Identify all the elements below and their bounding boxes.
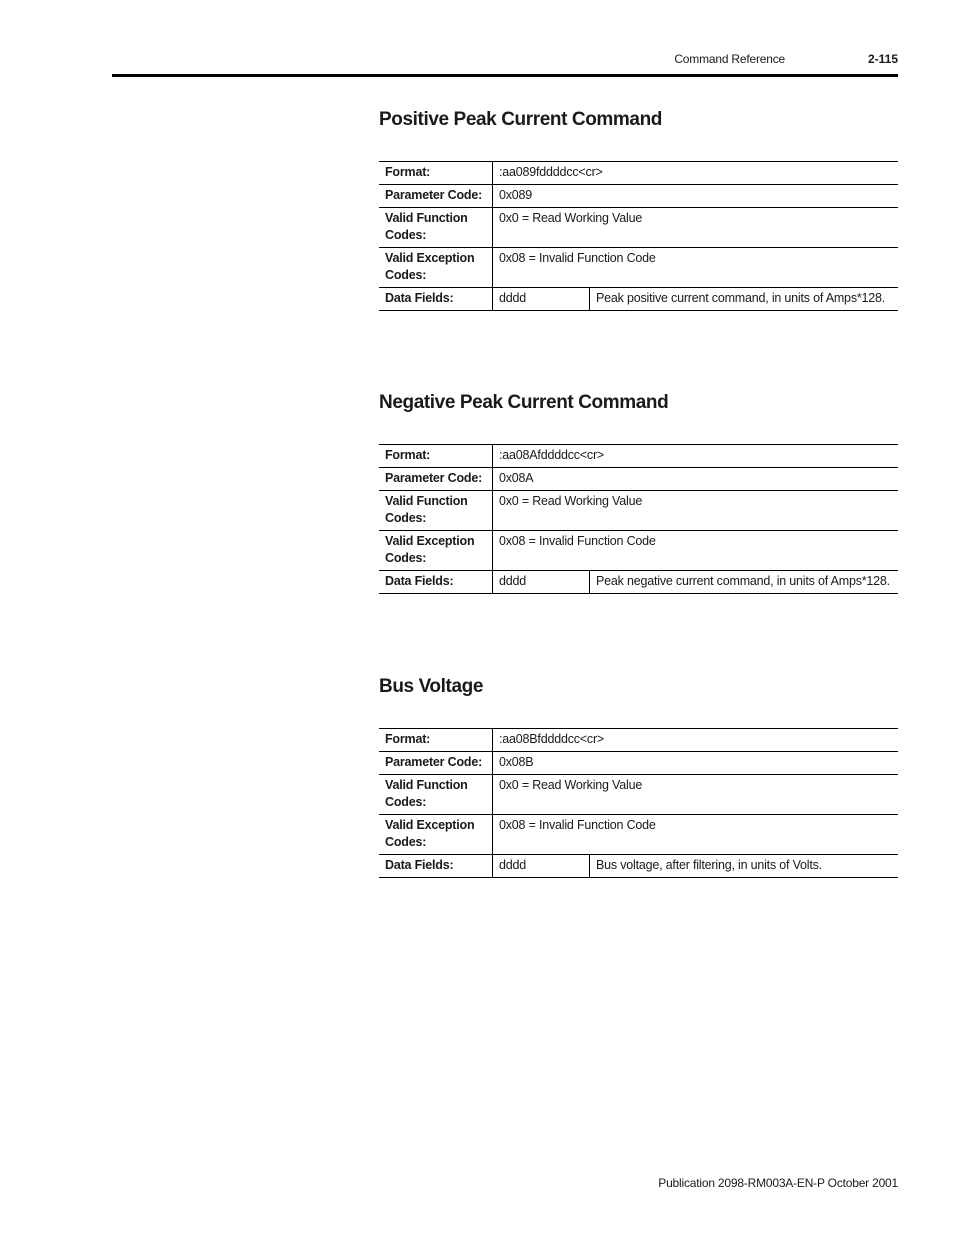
data-field-name: dddd <box>493 288 590 311</box>
row-label: Valid Exception Codes: <box>379 531 493 571</box>
row-label: Data Fields: <box>379 571 493 594</box>
row-value: :aa08Bfddddcc<cr> <box>493 729 899 752</box>
row-label: Valid Function Codes: <box>379 491 493 531</box>
row-value: :aa08Afddddcc<cr> <box>493 445 899 468</box>
publication-footer: Publication 2098-RM003A-EN-P October 2001 <box>658 1176 898 1190</box>
table-row-format <box>379 445 898 468</box>
data-field-description: Peak negative current command, in units of Amps*128. <box>590 571 899 594</box>
table-row-function-codes <box>379 208 898 248</box>
row-value: 0x0 = Read Working Value <box>493 491 899 531</box>
row-value: 0x08 = Invalid Function Code <box>493 248 899 288</box>
section-positive-peak-current <box>379 108 898 311</box>
table-row-data-fields <box>379 855 898 878</box>
row-value: 0x089 <box>493 185 899 208</box>
section-heading: Bus Voltage <box>379 676 483 697</box>
row-label: Format: <box>379 445 493 468</box>
row-value: 0x0 = Read Working Value <box>493 775 899 815</box>
section-negative-peak-current <box>379 391 898 594</box>
row-label: Parameter Code: <box>379 185 493 208</box>
table-row-function-codes <box>379 775 898 815</box>
table-row-parameter-code <box>379 468 898 491</box>
row-value: 0x08 = Invalid Function Code <box>493 815 899 855</box>
row-value: 0x08A <box>493 468 899 491</box>
row-label: Valid Exception Codes: <box>379 815 493 855</box>
row-label: Parameter Code: <box>379 752 493 775</box>
data-field-description: Bus voltage, after filtering, in units of Volts. <box>590 855 899 878</box>
data-field-name: dddd <box>493 571 590 594</box>
table-row-data-fields <box>379 571 898 594</box>
data-field-description: Peak positive current command, in units of Amps*128. <box>590 288 899 311</box>
row-value: 0x08 = Invalid Function Code <box>493 531 899 571</box>
row-label: Data Fields: <box>379 855 493 878</box>
table-row-exception-codes <box>379 248 898 288</box>
table-row-parameter-code <box>379 752 898 775</box>
section-heading: Negative Peak Current Command <box>379 392 669 413</box>
header-rule <box>112 74 898 77</box>
section-heading: Positive Peak Current Command <box>379 109 662 130</box>
row-label: Parameter Code: <box>379 468 493 491</box>
page-number: 2-115 <box>867 52 898 66</box>
section-bus-voltage <box>379 675 898 878</box>
row-label: Valid Function Codes: <box>379 775 493 815</box>
row-label: Valid Exception Codes: <box>379 248 493 288</box>
data-field-name: dddd <box>493 855 590 878</box>
command-table <box>379 161 898 311</box>
row-value: 0x08B <box>493 752 899 775</box>
command-table <box>379 444 898 594</box>
table-row-format <box>379 162 898 185</box>
row-label: Format: <box>379 162 493 185</box>
row-value: :aa089fddddcc<cr> <box>493 162 899 185</box>
table-row-exception-codes <box>379 531 898 571</box>
table-row-data-fields <box>379 288 898 311</box>
table-row-function-codes <box>379 491 898 531</box>
row-value: 0x0 = Read Working Value <box>493 208 899 248</box>
command-table <box>379 728 898 878</box>
table-row-exception-codes <box>379 815 898 855</box>
row-label: Format: <box>379 729 493 752</box>
running-header-title: Command Reference <box>674 52 785 66</box>
table-row-parameter-code <box>379 185 898 208</box>
row-label: Valid Function Codes: <box>379 208 493 248</box>
table-row-format <box>379 729 898 752</box>
row-label: Data Fields: <box>379 288 493 311</box>
